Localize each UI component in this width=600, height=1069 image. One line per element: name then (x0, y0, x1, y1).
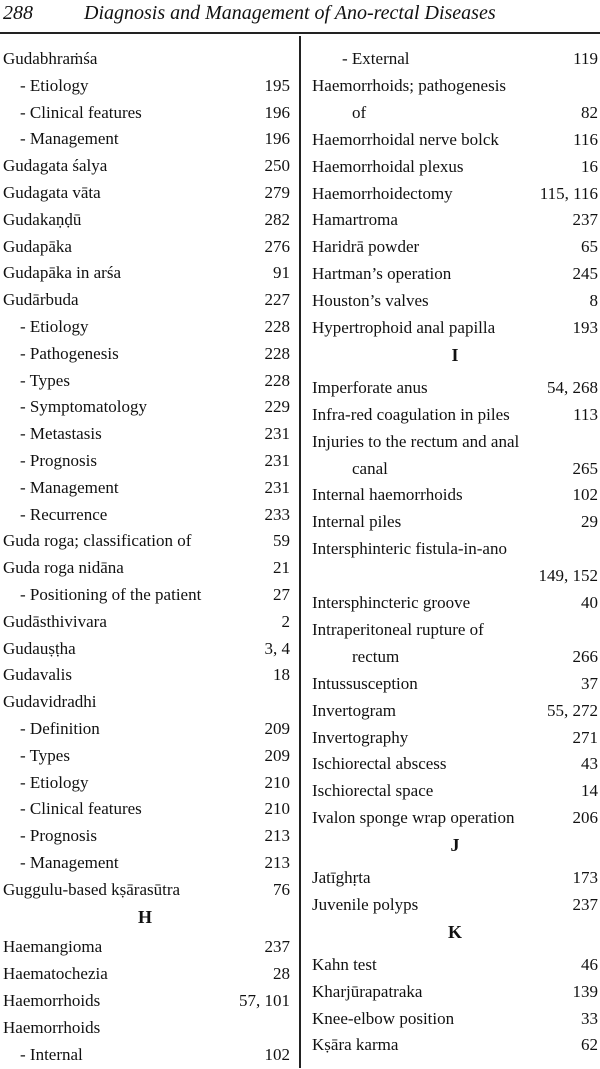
index-term: Kṣāra karma (312, 1035, 399, 1055)
index-term: - Prognosis (20, 826, 97, 846)
page-reference: 102 (264, 1044, 290, 1064)
index-term: Invertography (312, 727, 409, 747)
page-reference: 29 (581, 512, 598, 532)
index-entry (0, 126, 290, 153)
index-term: Guda roga; classification of (3, 531, 192, 551)
page-reference: 55, 272 (547, 700, 598, 720)
page-reference: 102 (572, 485, 598, 505)
page-reference: 119 (573, 49, 598, 68)
index-term: Haemorrhoidectomy (312, 183, 453, 203)
index-term: Gudakaṇḍū (3, 209, 82, 229)
index-entry (0, 528, 290, 555)
page-reference: 173 (572, 868, 598, 887)
index-entry (312, 509, 598, 536)
index-entry (0, 850, 290, 877)
index-term: - Positioning of the patient (20, 585, 202, 604)
page-reference: 139 (572, 981, 598, 1001)
page-reference: 228 (264, 370, 290, 390)
index-entry (312, 725, 598, 752)
index-entry (0, 46, 290, 73)
index-entry (312, 482, 598, 509)
index-entry (312, 563, 598, 590)
index-entry (0, 287, 290, 314)
index-term: - Management (20, 477, 119, 497)
index-letter-heading (312, 919, 598, 946)
page-reference: 28 (273, 964, 290, 984)
page-reference: 54, 268 (547, 377, 598, 397)
page-reference: 231 (264, 477, 290, 497)
page-reference: 237 (572, 210, 598, 230)
index-entry (312, 617, 598, 644)
page-reference: 276 (264, 236, 290, 256)
page-reference: 279 (264, 183, 290, 202)
index-entry (312, 100, 598, 127)
index-entry (0, 662, 290, 689)
index-entry (0, 988, 290, 1015)
index-entry (312, 671, 598, 698)
index-entry (312, 805, 598, 832)
index-term: - Etiology (20, 317, 89, 336)
index-term: Gudagata vāta (3, 183, 101, 202)
page-reference: 2 (281, 611, 290, 631)
index-term: Juvenile polyps (312, 894, 419, 914)
index-term: Haemangioma (3, 937, 103, 957)
index-entry (0, 934, 290, 961)
index-entry (312, 456, 598, 483)
index-term: - Internal (20, 1044, 83, 1064)
index-entry (0, 1015, 290, 1042)
index-term: Intraperitoneal rupture of (312, 619, 484, 639)
index-term: Gudabhraṁśa (3, 49, 98, 68)
page-reference: 237 (572, 894, 598, 914)
page-reference: 206 (572, 808, 598, 828)
page-reference: 209 (264, 719, 290, 738)
running-header (0, 0, 600, 32)
index-term: Injuries to the rectum and anal (312, 431, 520, 451)
page-reference: 149, 152 (538, 566, 598, 586)
index-term: Gudavidradhi (3, 692, 97, 712)
index-term: Internal piles (312, 512, 402, 532)
page-reference: 233 (264, 504, 290, 524)
page-reference: 227 (264, 290, 290, 310)
index-entry (0, 877, 290, 904)
index-entry (312, 429, 598, 456)
index-entry (312, 979, 598, 1006)
index-entry (312, 644, 598, 671)
index-entry (312, 536, 598, 563)
index-entry (0, 609, 290, 636)
index-term: Knee-elbow position (312, 1008, 455, 1028)
index-term: - External (342, 49, 410, 68)
index-term: Infra-red coagulation in piles (312, 404, 510, 424)
index-entry (0, 341, 290, 368)
index-entry (312, 315, 598, 342)
page-reference: 229 (264, 397, 290, 417)
index-term: Guggulu-based kṣārasūtra (3, 879, 181, 899)
index-term: Kharjūrapatraka (312, 981, 423, 1001)
index-entry (312, 865, 598, 892)
index-term: rectum (352, 646, 400, 666)
index-term: Internal haemorrhoids (312, 485, 463, 505)
index-term: - Etiology (20, 75, 89, 95)
index-term: Haemorrhoidal plexus (312, 156, 464, 176)
letter-heading-text: H (137, 906, 152, 927)
index-entry (0, 368, 290, 395)
letter-heading-text: J (450, 835, 460, 856)
index-entry (0, 555, 290, 582)
page-reference: 46 (581, 954, 598, 974)
page-reference: 231 (264, 451, 290, 470)
page-reference: 213 (264, 853, 290, 872)
index-entry (0, 689, 290, 716)
index-term: Ischiorectal space (312, 781, 434, 801)
index-entry (312, 590, 598, 617)
index-entry (0, 260, 290, 287)
letter-heading-text: I (451, 344, 459, 365)
page-reference: 210 (264, 772, 290, 792)
index-entry (0, 475, 290, 502)
index-term: Ischiorectal abscess (312, 754, 447, 774)
page-reference: 113 (573, 404, 598, 424)
index-letter-heading (0, 904, 290, 931)
index-entry (0, 582, 290, 609)
page-reference: 82 (581, 102, 598, 122)
index-entry (0, 207, 290, 234)
index-term: canal (352, 458, 388, 478)
index-term: Intussusception (312, 673, 418, 693)
index-entry (312, 181, 598, 208)
index-term: - Management (20, 129, 119, 149)
index-entry (0, 153, 290, 180)
index-term: Imperforate anus (312, 377, 428, 397)
page-reference: 265 (572, 458, 598, 478)
index-term: Haridrā powder (312, 237, 420, 257)
index-entry (312, 46, 598, 73)
index-term: Kahn test (312, 954, 377, 974)
index-entry (0, 743, 290, 770)
header-rule (0, 32, 600, 34)
index-term: Gudauṣṭha (3, 638, 76, 658)
index-term: Haemorrhoidal nerve bolck (312, 129, 499, 149)
index-term: Gudapāka in arśa (3, 263, 122, 283)
letter-heading-text: K (447, 921, 462, 942)
index-entry (0, 823, 290, 850)
page-reference: 196 (264, 129, 290, 149)
index-entry (0, 502, 290, 529)
index-entry (312, 288, 598, 315)
index-term: - Recurrence (20, 504, 108, 524)
page-reference: 282 (264, 209, 290, 229)
page-reference: 228 (264, 317, 290, 336)
index-entry (0, 716, 290, 743)
index-term: Gudagata śalya (3, 156, 108, 176)
index-term: - Definition (20, 719, 100, 738)
index-term: - Clinical features (20, 799, 142, 819)
index-entry (0, 796, 290, 823)
page-reference: 16 (581, 156, 598, 176)
index-term: Ivalon sponge wrap operation (312, 808, 515, 828)
index-entry (312, 698, 598, 725)
index-entry (312, 207, 598, 234)
page-reference: 14 (581, 781, 598, 801)
index-term: Haemorrhoids; pathogenesis (312, 75, 507, 95)
index-term: - Pathogenesis (20, 343, 119, 363)
index-term: Gudāsthivivara (3, 611, 107, 631)
page-reference: 43 (581, 754, 598, 774)
index-entry (0, 394, 290, 421)
index-entry (0, 961, 290, 988)
page-reference: 266 (572, 646, 598, 666)
page-reference: 57, 101 (239, 991, 290, 1010)
index-term: Intersphincteric groove (312, 593, 471, 612)
index-entry (312, 154, 598, 181)
page-reference: 195 (264, 75, 290, 95)
index-entry (312, 127, 598, 154)
page-reference: 209 (264, 745, 290, 765)
index-entry (0, 180, 290, 207)
page-number: 288 (3, 2, 33, 24)
index-entry (312, 234, 598, 261)
page-reference: 27 (273, 585, 290, 604)
index-term: - Metastasis (20, 424, 102, 444)
page-reference: 228 (264, 343, 290, 363)
page-reference: 250 (264, 156, 290, 176)
page-reference: 37 (581, 673, 598, 693)
index-entry (0, 73, 290, 100)
index-term: Invertogram (312, 700, 397, 720)
index-term: Hamartroma (312, 210, 398, 230)
index-term: Gudārbuda (3, 290, 79, 310)
page-reference: 76 (273, 879, 290, 899)
index-entry (312, 402, 598, 429)
index-term: Guda roga nidāna (3, 558, 124, 578)
index-entry (312, 375, 598, 402)
index-entry (312, 952, 598, 979)
index-entry (0, 770, 290, 797)
index-entry (0, 421, 290, 448)
index-term: - Types (20, 745, 70, 765)
page-reference: 3, 4 (264, 638, 290, 658)
page-reference: 237 (264, 937, 290, 957)
page-reference: 210 (264, 799, 290, 819)
index-term: Haematochezia (3, 964, 108, 984)
page-reference: 21 (273, 558, 290, 578)
index-term: Hypertrophoid anal papilla (312, 318, 496, 337)
index-entry (0, 314, 290, 341)
page-reference: 65 (581, 237, 598, 257)
index-term: - Prognosis (20, 451, 97, 470)
page-reference: 115, 116 (539, 183, 598, 203)
page-reference: 40 (581, 593, 598, 612)
index-entry (312, 261, 598, 288)
index-entry (0, 1042, 290, 1069)
index-term: - Clinical features (20, 102, 142, 122)
running-title: Diagnosis and Management of Ano-rectal Diseases (84, 2, 496, 24)
page-reference: 271 (572, 727, 598, 747)
index-letter-heading (312, 832, 598, 859)
index-entry (0, 100, 290, 127)
index-entry (0, 234, 290, 261)
page-reference: 62 (581, 1035, 598, 1055)
index-term: Hartman’s operation (312, 264, 452, 284)
index-entry (0, 448, 290, 475)
index-letter-heading (312, 342, 598, 369)
page-reference: 193 (572, 318, 598, 337)
page-reference: 18 (273, 665, 290, 685)
index-term: Haemorrhoids (3, 1017, 101, 1037)
index-term: of (352, 102, 367, 122)
page-reference: 196 (264, 102, 290, 122)
page-reference: 33 (581, 1008, 598, 1028)
index-term: Haemorrhoids (3, 991, 101, 1010)
index-term: - Symptomatology (20, 397, 148, 417)
index-entry (312, 1006, 598, 1033)
page-reference: 213 (264, 826, 290, 846)
page-reference: 8 (589, 291, 598, 311)
page-reference: 116 (573, 129, 598, 149)
index-term: Gudapāka (3, 236, 72, 256)
index-entry (312, 751, 598, 778)
index-term: Houston’s valves (312, 291, 429, 311)
index-term: Gudavalis (3, 665, 72, 685)
index-term: Intersphinteric fistula-in-ano (312, 539, 507, 559)
page-reference: 91 (273, 263, 290, 283)
index-term: Jatīghṛta (312, 868, 371, 887)
index-entry (0, 636, 290, 663)
index-entry (312, 778, 598, 805)
column-divider (299, 36, 301, 1068)
index-entry (312, 73, 598, 100)
page-reference: 231 (264, 424, 290, 444)
index-term: - Management (20, 853, 119, 872)
page-reference: 59 (273, 531, 290, 551)
index-entry (312, 892, 598, 919)
index-term: - Types (20, 370, 70, 390)
index-term: - Etiology (20, 772, 89, 792)
page-reference: 245 (572, 264, 598, 284)
index-entry (312, 1032, 598, 1059)
